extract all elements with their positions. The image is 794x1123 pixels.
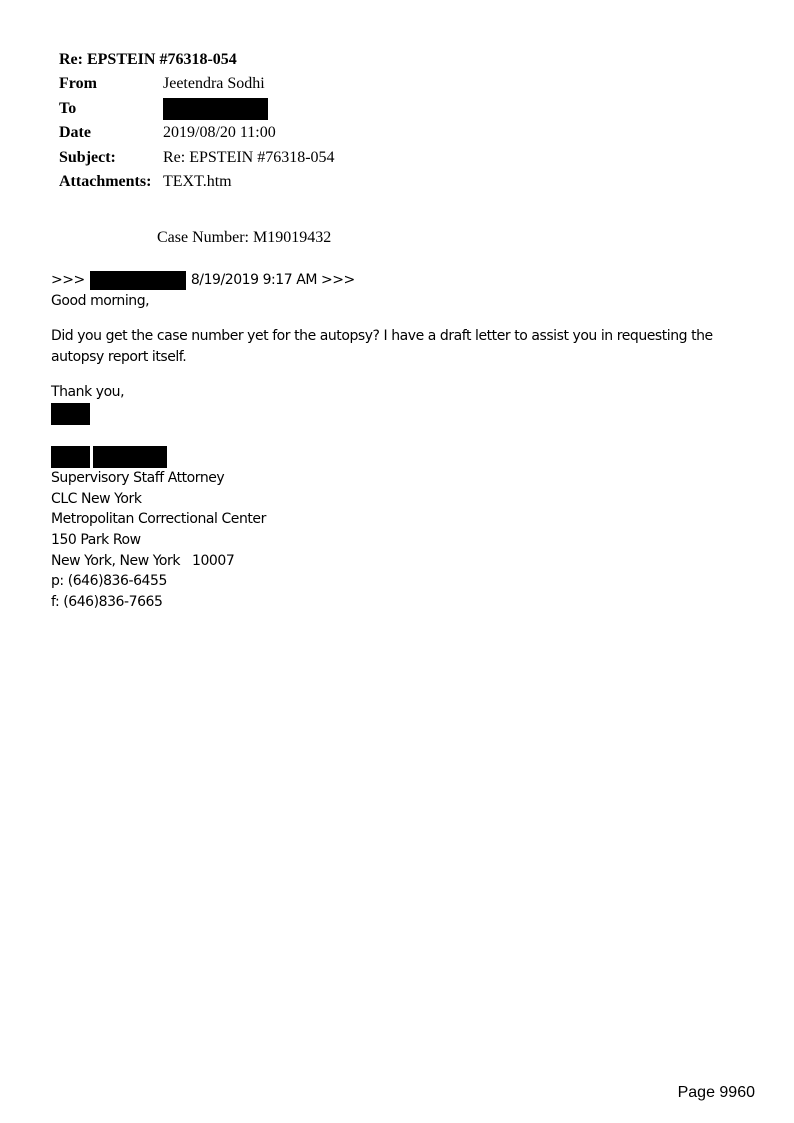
from-row <box>59 72 335 97</box>
case-number: Case Number: M19019432 <box>157 229 332 246</box>
subject-value: Re: EPSTEIN #76318-054 <box>163 148 335 166</box>
signature-org: CLC New York <box>51 490 142 507</box>
to-value <box>163 97 268 122</box>
date-row <box>59 121 335 146</box>
message-body: Did you get the case number yet for the autopsy? I have a draft letter to assist you in requesting the autopsy report itself. <box>51 328 713 365</box>
to-row <box>59 97 335 122</box>
subject-row <box>59 146 335 171</box>
date-label: Date <box>59 124 91 141</box>
closing: Thank you, <box>51 384 125 400</box>
signature-city: New York, New York 10007 <box>51 552 235 569</box>
signature-facility: Metropolitan Correctional Center <box>51 511 266 528</box>
signature-first-name-redaction <box>51 446 90 468</box>
attachments-row <box>59 170 335 195</box>
name-redaction-row <box>51 403 763 425</box>
email-title: Re: EPSTEIN #76318-054 <box>59 51 237 68</box>
signature-title: Supervisory Staff Attorney <box>51 470 225 486</box>
quote-header <box>51 270 763 291</box>
date-value: 2019/08/20 11:00 <box>163 124 276 141</box>
from-value: Jeetendra Sodhi <box>163 75 265 92</box>
email-body <box>51 270 763 613</box>
signature-name-redactions <box>51 446 763 468</box>
name-redaction <box>51 403 90 425</box>
signature-last-name-redaction <box>93 446 167 468</box>
to-label: To <box>59 99 77 117</box>
to-redaction <box>163 98 268 120</box>
sender-redaction <box>90 271 186 290</box>
greeting: Good morning, <box>51 293 150 309</box>
signature-fax: f: (646)836-7665 <box>51 594 163 611</box>
subject-label: Subject: <box>59 148 116 166</box>
signature-phone: p: (646)836-6455 <box>51 573 167 590</box>
quote-timestamp: 8/19/2019 9:17 AM >>> <box>190 272 355 288</box>
email-header <box>59 48 335 195</box>
attachments-value: TEXT.htm <box>163 173 232 190</box>
page-number: Page 9960 <box>677 1084 755 1101</box>
attachments-label: Attachments: <box>59 173 152 190</box>
signature-street: 150 Park Row <box>51 532 141 549</box>
quote-prefix: >>> <box>51 272 85 288</box>
from-label: From <box>59 75 97 92</box>
